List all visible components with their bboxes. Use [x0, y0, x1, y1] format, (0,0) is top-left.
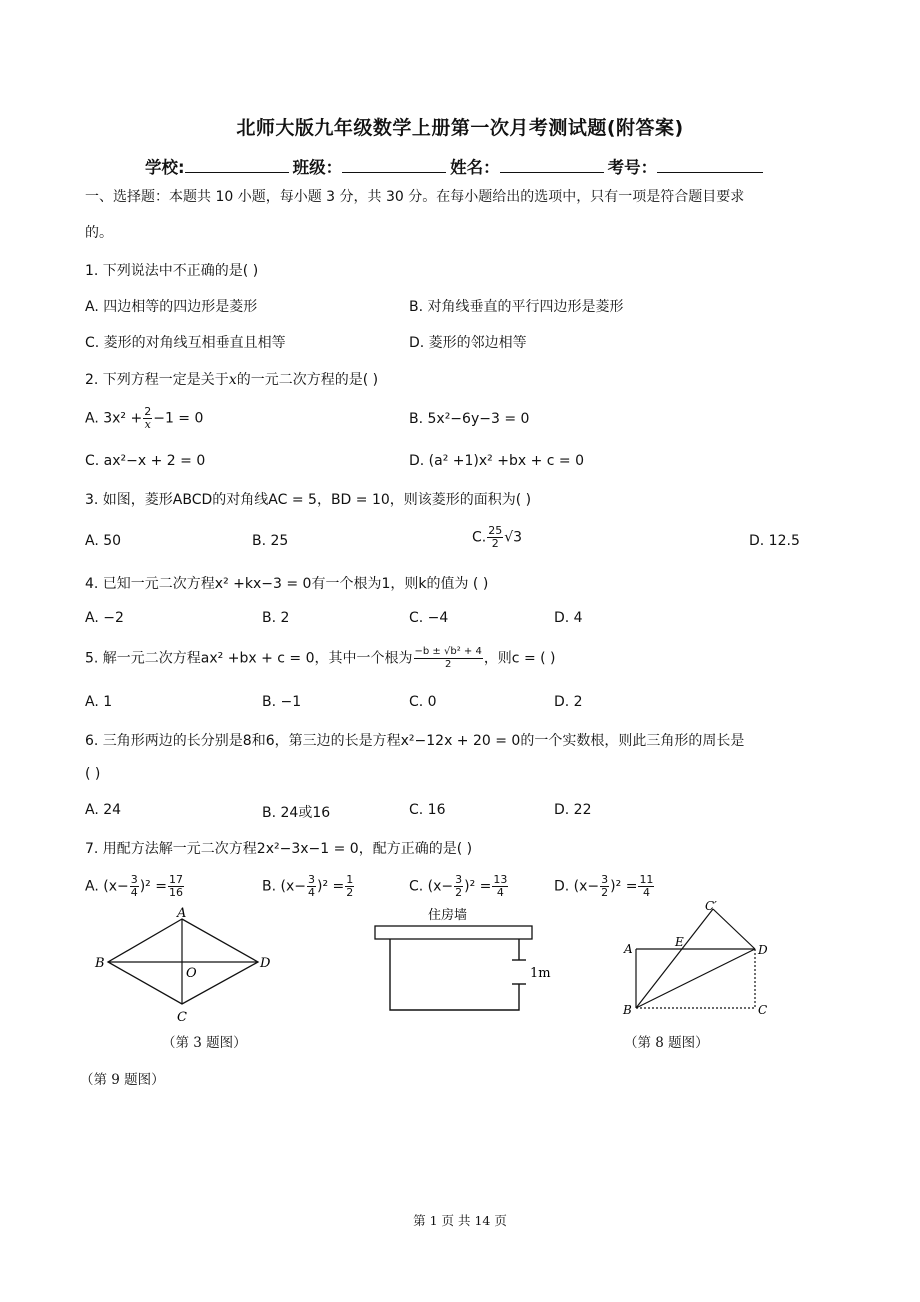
fig3-label-a: A: [177, 906, 187, 921]
q7-option-a: [85, 874, 185, 899]
q7-b-inner-num: 3: [307, 873, 315, 886]
q5-option-b: B. −1: [262, 694, 302, 710]
q2-a-post: −1 = 0: [153, 410, 204, 427]
q7-b-pre: B. (x−: [262, 878, 306, 895]
q4-option-b: B. 2: [262, 610, 290, 626]
q7-d-den: 4: [642, 886, 650, 899]
q7-c-frac: [492, 874, 508, 899]
q2-stem-b: 的一元二次方程的是( ): [236, 372, 379, 388]
fig9-wall-diagram: [370, 900, 560, 1020]
q4-option-d: D. 4: [554, 610, 583, 626]
fig3-label-b: B: [95, 956, 105, 971]
q2-stem: [85, 369, 378, 389]
fig3-label-d: D: [260, 956, 271, 971]
exam-no-label: 考号：: [607, 158, 658, 177]
fig8-label-e: E: [675, 935, 684, 949]
fig8-fold-diagram: [618, 900, 778, 1022]
q3-c-pre: C.: [472, 529, 487, 546]
fig9-wall-label: 住房墙: [428, 908, 468, 923]
q7-d-num: 11: [639, 873, 654, 886]
q3-option-c: [472, 525, 522, 550]
q7-d-inner-num: 3: [601, 873, 609, 886]
q7-c-inner-den: 2: [455, 886, 463, 899]
school-blank: [185, 156, 289, 173]
q7-c-den: 4: [496, 886, 504, 899]
section-header-cont: 的。: [85, 225, 113, 241]
q5-option-a: A. 1: [85, 694, 113, 710]
q1-option-b: B. 对角线垂直的平行四边形是菱形: [409, 299, 624, 315]
q6-option-d: D. 22: [554, 802, 592, 818]
q7-b-mid: )² =: [316, 878, 345, 895]
q7-a-pre: A. (x−: [85, 878, 129, 895]
q7-option-b: [262, 874, 355, 899]
q3-option-a: A. 50: [85, 533, 122, 549]
q3-stem: 3. 如图，菱形ABCD的对角线AC = 5，BD = 10，则该菱形的面积为( ): [85, 492, 532, 508]
q7-a-inner-num: 3: [130, 873, 138, 886]
q7-d-inner-frac: [600, 874, 609, 899]
q1-option-a: A. 四边相等的四边形是菱形: [85, 299, 258, 315]
school-label: 学校:: [145, 158, 185, 177]
q2-stem-a: 2. 下列方程一定是关于: [85, 372, 229, 388]
q2-var: x: [228, 372, 237, 388]
q5-root-num: −b ± √b² + 4: [414, 646, 482, 657]
q5-stem: [85, 646, 556, 671]
q7-c-mid: )² =: [464, 878, 492, 895]
q1-option-d: D. 菱形的邻边相等: [409, 335, 527, 351]
page-title: 北师大版九年级数学上册第一次月考测试题(附答案): [236, 117, 684, 139]
q1-stem: 1. 下列说法中不正确的是( ): [85, 263, 259, 279]
section-header: 一、选择题：本题共 10 小题，每小题 3 分，共 30 分。在每小题给出的选项中，只有一项是符合题目要求: [85, 189, 745, 205]
q7-a-frac: [168, 874, 184, 899]
q2-option-c: C. ax²−x + 2 = 0: [85, 453, 206, 469]
q6-stem-cont: ( ): [85, 766, 101, 782]
fig9-caption: （第 9 题图）: [80, 1072, 165, 1088]
q7-b-num: 1: [346, 873, 354, 886]
q2-a-num: 2: [144, 405, 152, 418]
q7-option-d: [554, 874, 655, 899]
class-label: 班级：: [292, 158, 343, 177]
q7-stem: 7. 用配方法解一元二次方程2x²−3x−1 = 0，配方正确的是( ): [85, 841, 473, 857]
q3-c-den: 2: [491, 537, 499, 550]
q7-b-inner-den: 4: [307, 886, 315, 899]
name-blank: [500, 156, 604, 173]
fig8-label-b: B: [623, 1003, 632, 1017]
q5-option-d: D. 2: [554, 694, 583, 710]
fig8-label-a: A: [624, 942, 633, 956]
q4-option-c: C. −4: [409, 610, 449, 626]
q1-option-c: C. 菱形的对角线互相垂直且相等: [85, 335, 286, 351]
q2-option-b: B. 5x²−6y−3 = 0: [409, 411, 530, 427]
q6-option-b: B. 24或16: [262, 805, 331, 821]
fig8-label-c: C: [758, 1003, 768, 1017]
fig3-rhombus: [90, 905, 280, 1035]
q7-c-pre: C. (x−: [409, 878, 454, 895]
exam-no-blank: [657, 156, 763, 173]
student-info-fields: [145, 154, 767, 178]
q7-d-frac: [638, 874, 654, 899]
q3-option-b: B. 25: [252, 533, 289, 549]
fig9-fence: [390, 939, 519, 1010]
q7-b-inner-frac: [307, 874, 316, 899]
q5-stem-a: 5. 解一元二次方程ax² +bx + c = 0，其中一个根为: [85, 650, 413, 667]
q3-c-post: √3: [504, 529, 523, 546]
fig8-label-c-prime: C′: [705, 900, 717, 913]
fig8-side-bc-prime: [636, 909, 713, 1008]
fig8-label-d: D: [758, 943, 768, 957]
q7-d-inner-den: 2: [601, 886, 609, 899]
q7-b-frac: [345, 874, 354, 899]
q2-a-frac: [143, 406, 152, 431]
q7-b-den: 2: [346, 886, 354, 899]
q2-option-a: [85, 406, 203, 431]
q7-c-num: 13: [493, 873, 508, 886]
q7-a-num: 17: [168, 873, 183, 886]
name-label: 姓名：: [450, 158, 500, 177]
q4-option-a: A. −2: [85, 610, 124, 626]
q7-d-pre: D. (x−: [554, 878, 600, 895]
q7-a-den: 16: [168, 886, 183, 899]
q5-root-den: 2: [444, 659, 452, 670]
fig8-side-c-prime-d: [713, 909, 755, 949]
q7-d-mid: )² =: [610, 878, 638, 895]
fig3-label-c: C: [177, 1010, 187, 1025]
class-blank: [342, 156, 446, 173]
fig3-label-o: O: [186, 966, 197, 981]
q7-option-c: [409, 874, 509, 899]
q7-c-inner-frac: [454, 874, 463, 899]
q5-option-c: C. 0: [409, 694, 437, 710]
q3-c-num: 25: [488, 524, 503, 537]
q6-option-a: A. 24: [85, 802, 122, 818]
fig8-diagonal-bd: [636, 949, 755, 1008]
q4-stem: 4. 已知一元二次方程x² +kx−3 = 0有一个根为1，则k的值为 ( ): [85, 576, 489, 592]
q5-stem-b: ，则c = ( ): [483, 650, 556, 667]
q3-c-frac: [487, 525, 503, 550]
q6-stem: 6. 三角形两边的长分别是8和6，第三边的长是方程x²−12x + 20 = 0的一个实数根，则此三角形的周长是: [85, 733, 745, 749]
q7-a-inner-den: 4: [130, 886, 138, 899]
q7-a-inner-frac: [130, 874, 139, 899]
q2-a-pre: A. 3x² +: [85, 410, 143, 427]
q2-a-den: x: [144, 418, 151, 431]
q7-a-mid: )² =: [139, 878, 167, 895]
q3-option-d: D. 12.5: [749, 533, 800, 549]
fig3-caption: （第 3 题图）: [162, 1035, 247, 1051]
q2-option-d: D. (a² +1)x² +bx + c = 0: [409, 453, 584, 469]
fig9-gap-label: 1m: [530, 966, 551, 981]
q5-root-frac: [414, 646, 483, 671]
fig9-wall: [375, 926, 532, 939]
fig8-caption: （第 8 题图）: [624, 1035, 709, 1051]
q6-option-c: C. 16: [409, 802, 446, 818]
page-footer: 第 1 页 共 14 页: [413, 1213, 507, 1228]
q7-c-inner-num: 3: [455, 873, 463, 886]
